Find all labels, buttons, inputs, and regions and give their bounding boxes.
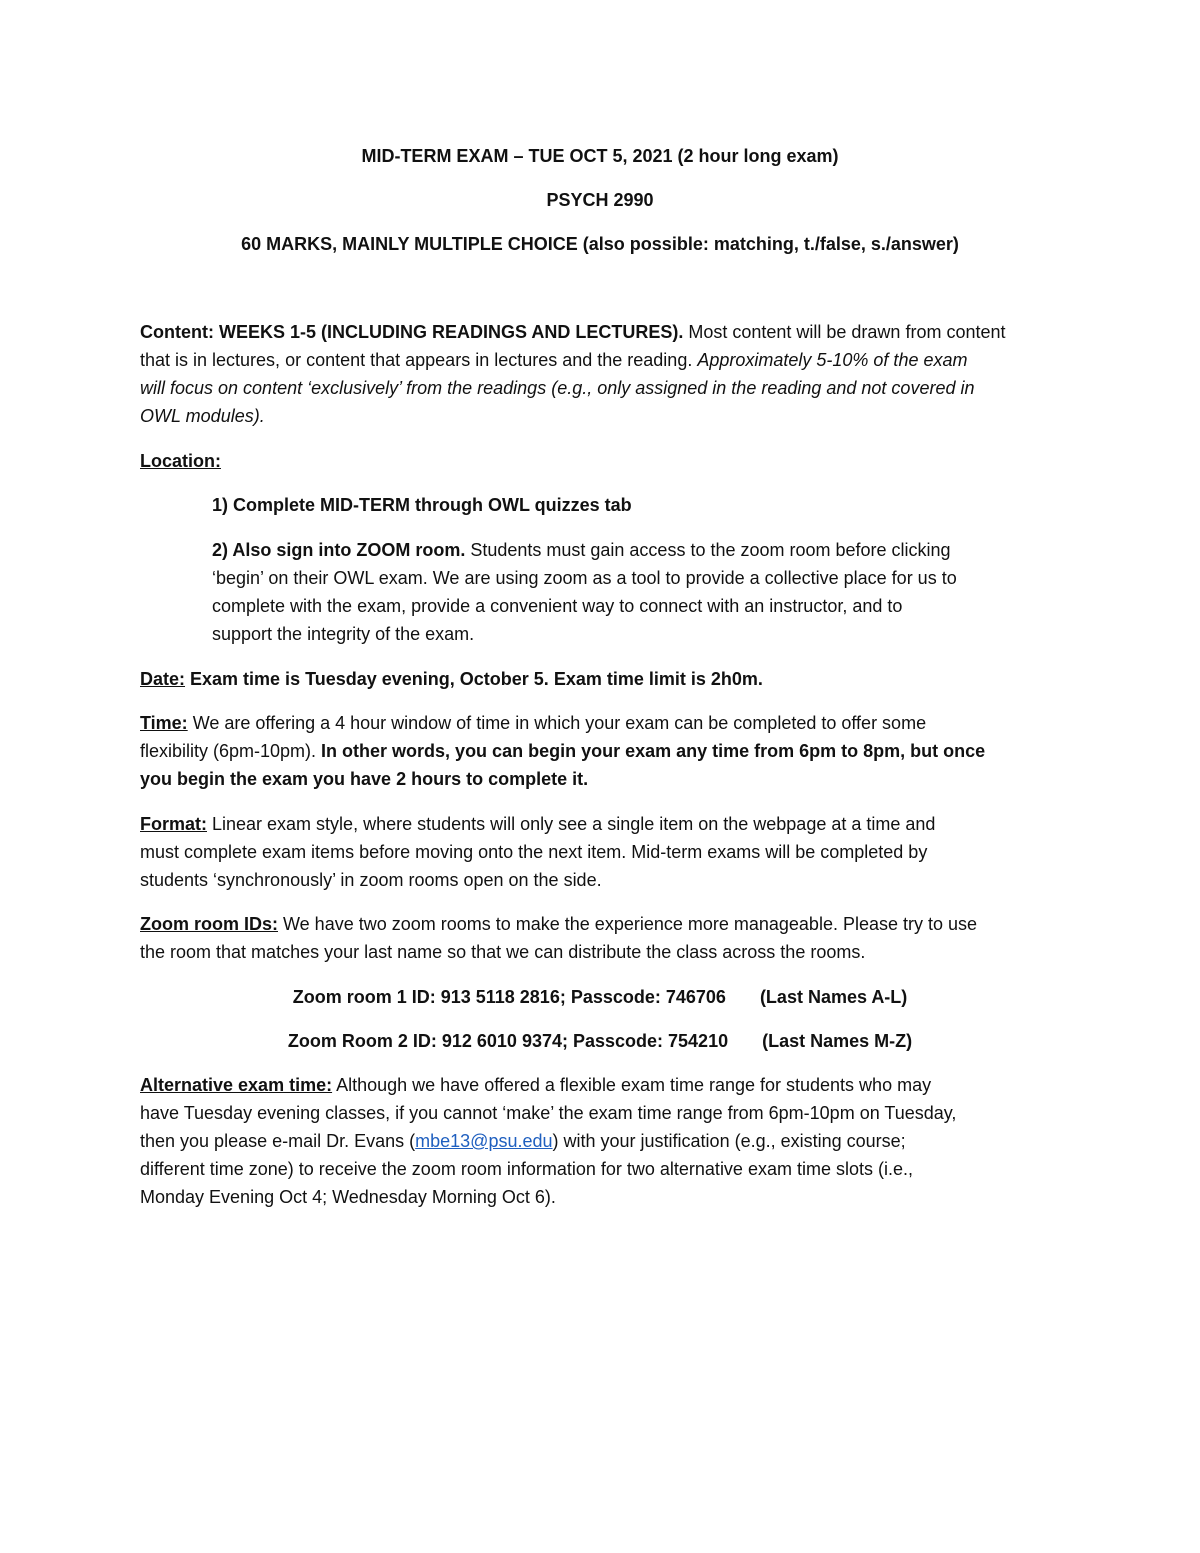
time-text-1: We are offering a 4 hour window of time in which your exam can be completed to offer some	[187, 713, 927, 733]
location-label: Location:	[140, 451, 221, 471]
marks-summary: 60 MARKS, MAINLY MULTIPLE CHOICE (also possible: matching, t./false, s./answer)	[241, 234, 959, 254]
content-paragraph-line-4: OWL modules).	[140, 406, 265, 426]
time-paragraph-line-1	[140, 709, 1070, 737]
format-paragraph-line-3: students ‘synchronously’ in zoom rooms open on the side.	[140, 870, 602, 890]
zoom-paragraph-line-2: the room that matches your last name so that we can distribute the class across the rooms.	[140, 942, 866, 962]
time-paragraph-line-2	[140, 737, 1070, 765]
location-item-2-line-2: ‘begin’ on their OWL exam. We are using zoom as a tool to provide a collective place for us to	[212, 568, 957, 588]
exam-title: MID-TERM EXAM – TUE OCT 5, 2021 (2 hour long exam)	[361, 146, 839, 166]
zoom-room-2-names: (Last Names M-Z)	[762, 1031, 913, 1051]
content-paragraph-line-1	[140, 318, 1070, 346]
content-label: Content: WEEKS 1-5 (INCLUDING READINGS AND LECTURES).	[140, 322, 684, 342]
location-item-2-bold: 2) Also sign into ZOOM room.	[212, 540, 466, 560]
location-item-1: 1) Complete MID-TERM through OWL quizzes tab	[212, 495, 632, 515]
content-text-1: Most content will be drawn from content	[683, 322, 1006, 342]
location-item-2-line-4: support the integrity of the exam.	[212, 624, 475, 644]
time-bold-1: In other words, you can begin your exam any time from 6pm to 8pm, but once	[316, 741, 986, 761]
email-link[interactable]: mbe13@psu.edu	[415, 1131, 553, 1151]
alternative-paragraph-line-3	[140, 1127, 1070, 1155]
zoom-room-1-id: Zoom room 1 ID: 913 5118 2816; Passcode: 746706	[292, 987, 726, 1007]
content-text-2: that is in lectures, or content that appears in lectures and the reading.	[140, 350, 698, 370]
location-item-2-line-1	[212, 536, 1072, 564]
alternative-paragraph-line-1	[140, 1071, 1070, 1099]
time-paragraph-line-3: you begin the exam you have 2 hours to complete it.	[140, 769, 589, 789]
alternative-paragraph-line-5: Monday Evening Oct 4; Wednesday Morning Oct 6).	[140, 1187, 556, 1207]
zoom-text-1: We have two zoom rooms to make the experience more manageable. Please try to use	[278, 914, 978, 934]
zoom-room-2	[140, 1027, 1060, 1055]
time-label: Time:	[140, 713, 188, 733]
zoom-paragraph-line-1	[140, 910, 1070, 938]
zoom-room-1-names: (Last Names A-L)	[759, 987, 908, 1007]
alternative-label: Alternative exam time:	[140, 1075, 333, 1095]
alternative-text-3-pre: then you please e-mail Dr. Evans (	[140, 1131, 416, 1151]
location-item-2-line-3: complete with the exam, provide a convenient way to connect with an instructor, and to	[212, 596, 903, 616]
date-paragraph	[140, 665, 1070, 693]
format-paragraph-line-2: must complete exam items before moving onto the next item. Mid-term exams will be completed by	[140, 842, 928, 862]
alternative-paragraph-line-2: have Tuesday evening classes, if you cannot ‘make’ the exam time range from 6pm-10pm on Tuesday,	[140, 1103, 957, 1123]
date-text: Exam time is Tuesday evening, October 5. Exam time limit is 2h0m.	[185, 669, 763, 689]
zoom-room-1	[140, 983, 1060, 1011]
format-text-1: Linear exam style, where students will only see a single item on the webpage at a time and	[207, 814, 936, 834]
format-paragraph-line-1	[140, 810, 1070, 838]
alternative-text-3-post: ) with your justification (e.g., existing course;	[552, 1131, 906, 1151]
location-item-2-text: Students must gain access to the zoom room before clicking	[465, 540, 951, 560]
course-code: PSYCH 2990	[546, 190, 654, 210]
zoom-label: Zoom room IDs:	[140, 914, 278, 934]
date-label: Date:	[140, 669, 186, 689]
content-paragraph-line-3: will focus on content ‘exclusively’ from the readings (e.g., only assigned in the reading and not covered in	[140, 378, 975, 398]
alternative-paragraph-line-4: different time zone) to receive the zoom room information for two alternative exam time slots (i.e.,	[140, 1159, 913, 1179]
content-italic-1: Approximately 5-10% of the exam	[697, 350, 968, 370]
alternative-text-1: Although we have offered a flexible exam time range for students who may	[332, 1075, 932, 1095]
time-text-2: flexibility (6pm-10pm).	[140, 741, 317, 761]
content-paragraph-line-2	[140, 346, 1070, 374]
zoom-room-2-id: Zoom Room 2 ID: 912 6010 9374; Passcode: 754210	[287, 1031, 729, 1051]
format-label: Format:	[140, 814, 207, 834]
